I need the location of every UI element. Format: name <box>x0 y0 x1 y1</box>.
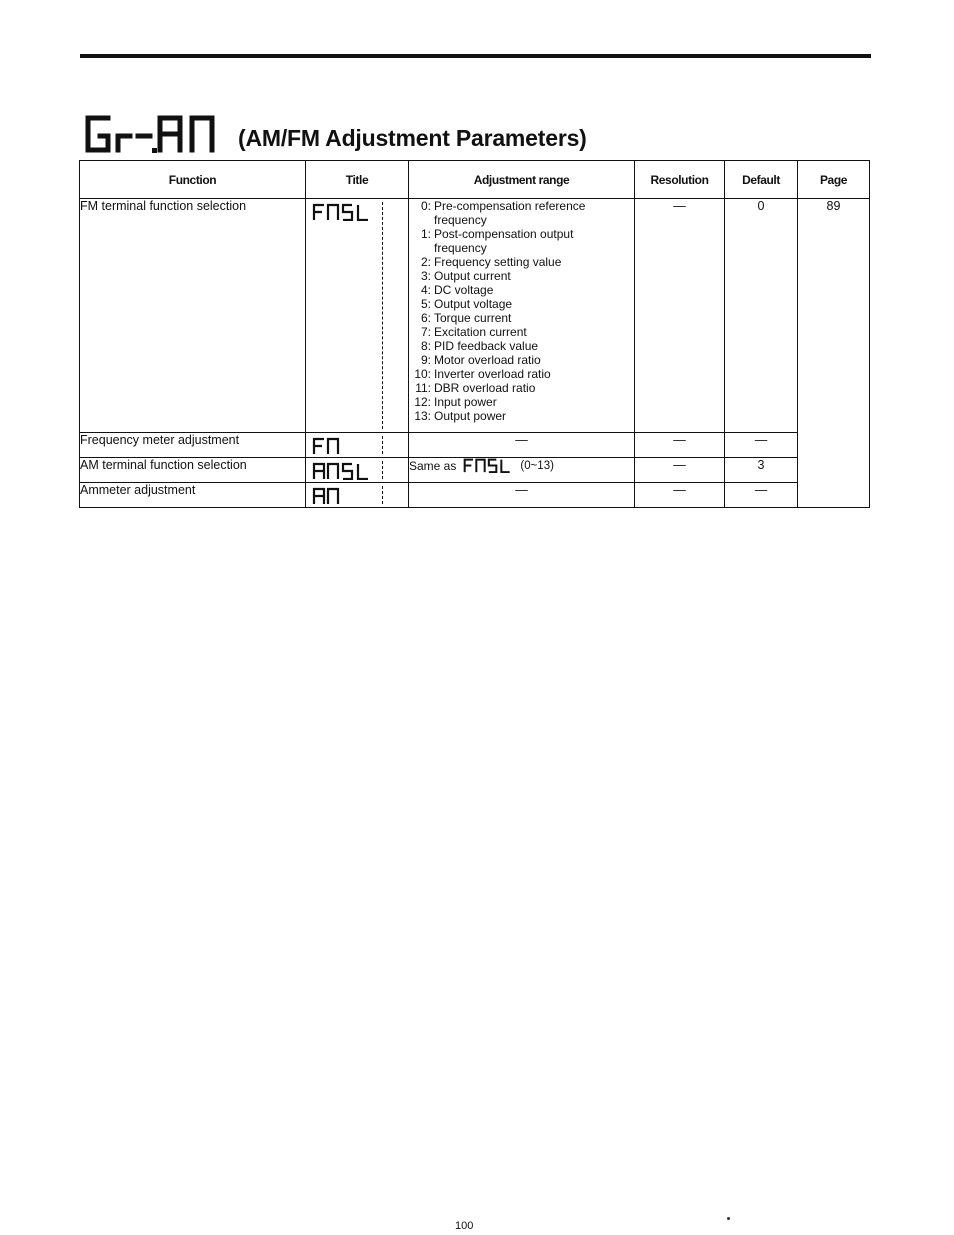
range-option <box>409 353 634 367</box>
range-option-number: 3: <box>420 269 431 283</box>
parameters-table <box>79 160 870 508</box>
segment-code-gr-an <box>84 112 224 156</box>
top-rule <box>80 54 871 58</box>
range-option <box>409 255 634 269</box>
page-title: (AM/FM Adjustment Parameters) <box>238 125 587 151</box>
range-option-text: Post-compensation output <box>434 227 574 241</box>
range-option-number: 2: <box>420 255 431 269</box>
range-option-text: DC voltage <box>434 283 494 297</box>
segment-code-fn <box>312 437 346 455</box>
range-option-number <box>409 213 431 227</box>
range-option <box>409 311 634 325</box>
range-option <box>409 381 634 395</box>
range-option-number: 0: <box>420 199 431 213</box>
row2-title <box>306 433 409 458</box>
range-option-number: 9: <box>420 353 431 367</box>
range-option <box>409 367 634 381</box>
range-option-text: frequency <box>434 213 487 227</box>
row3-title <box>306 458 409 483</box>
row3-range <box>409 458 635 483</box>
row3-default: 3 <box>725 458 798 483</box>
header-resolution: Resolution <box>635 161 725 199</box>
range-options-list <box>409 199 634 423</box>
range-option <box>409 409 634 423</box>
row1-function: FM terminal function selection <box>80 199 306 433</box>
segment-code-amsl <box>312 462 372 480</box>
range-option-number: 6: <box>420 311 431 325</box>
range-option-number: 5: <box>420 297 431 311</box>
range-option-text: Output voltage <box>434 297 513 311</box>
page-number: 100 <box>455 1220 474 1232</box>
row4-resolution: — <box>635 483 725 508</box>
range-option-number: 13: <box>414 409 431 423</box>
range-option-text: Output power <box>434 409 507 423</box>
header-range: Adjustment range <box>409 161 635 199</box>
range-option-text: Input power <box>434 395 497 409</box>
header-default: Default <box>725 161 798 199</box>
range-option <box>409 297 634 311</box>
range-option-number: 7: <box>420 325 431 339</box>
row4-default: — <box>725 483 798 508</box>
range-option-number: 11: <box>415 381 431 395</box>
range-option-text: DBR overload ratio <box>434 381 536 395</box>
range-option <box>409 269 634 283</box>
range-option <box>409 283 634 297</box>
row1-title <box>306 199 409 433</box>
range-option-number: 10: <box>414 367 431 381</box>
row2-resolution: — <box>635 433 725 458</box>
row3-resolution: — <box>635 458 725 483</box>
row2-default: — <box>725 433 798 458</box>
range-option-text: Excitation current <box>434 325 527 339</box>
header-page: Page <box>798 161 870 199</box>
range-option-text: Pre-compensation reference <box>434 199 586 213</box>
range-option-text: Inverter overload ratio <box>434 367 551 381</box>
row2-range: — <box>409 433 635 458</box>
row3-function: AM terminal function selection <box>80 458 306 483</box>
row1-range <box>409 199 635 433</box>
row4-range: — <box>409 483 635 508</box>
header-title: Title <box>306 161 409 199</box>
range-option-number: 8: <box>420 339 431 353</box>
segment-code-fnsl-ref <box>462 458 514 473</box>
range-option <box>409 241 634 255</box>
header-function: Function <box>80 161 306 199</box>
table-row <box>80 433 870 458</box>
range-option <box>409 339 634 353</box>
range-note: (0~13) <box>520 459 554 472</box>
range-option-text: Frequency setting value <box>434 255 562 269</box>
row2-function: Frequency meter adjustment <box>80 433 306 458</box>
table-row <box>80 483 870 508</box>
range-option <box>409 227 634 241</box>
range-option-text: Output current <box>434 269 511 283</box>
row4-title <box>306 483 409 508</box>
range-option-number <box>409 241 431 255</box>
row1-page: 89 <box>798 199 870 508</box>
range-option <box>409 325 634 339</box>
table-header-row <box>80 161 870 199</box>
segment-code-fnsl <box>312 203 372 221</box>
range-option-number: 12: <box>414 395 431 409</box>
range-option <box>409 199 634 213</box>
range-option-text: Motor overload ratio <box>434 353 541 367</box>
row1-resolution: — <box>635 199 725 433</box>
range-option <box>409 213 634 227</box>
speck <box>727 1217 730 1220</box>
range-option-text: frequency <box>434 241 487 255</box>
range-option-text: Torque current <box>434 311 512 325</box>
segment-code-an <box>312 487 346 505</box>
row4-function: Ammeter adjustment <box>80 483 306 508</box>
table-row <box>80 458 870 483</box>
range-option-number: 1: <box>420 227 431 241</box>
table-row <box>80 199 870 433</box>
row1-default: 0 <box>725 199 798 433</box>
range-option-number: 4: <box>420 283 431 297</box>
same-as-label: Same as <box>409 458 457 473</box>
range-option <box>409 395 634 409</box>
range-option-text: PID feedback value <box>434 339 539 353</box>
